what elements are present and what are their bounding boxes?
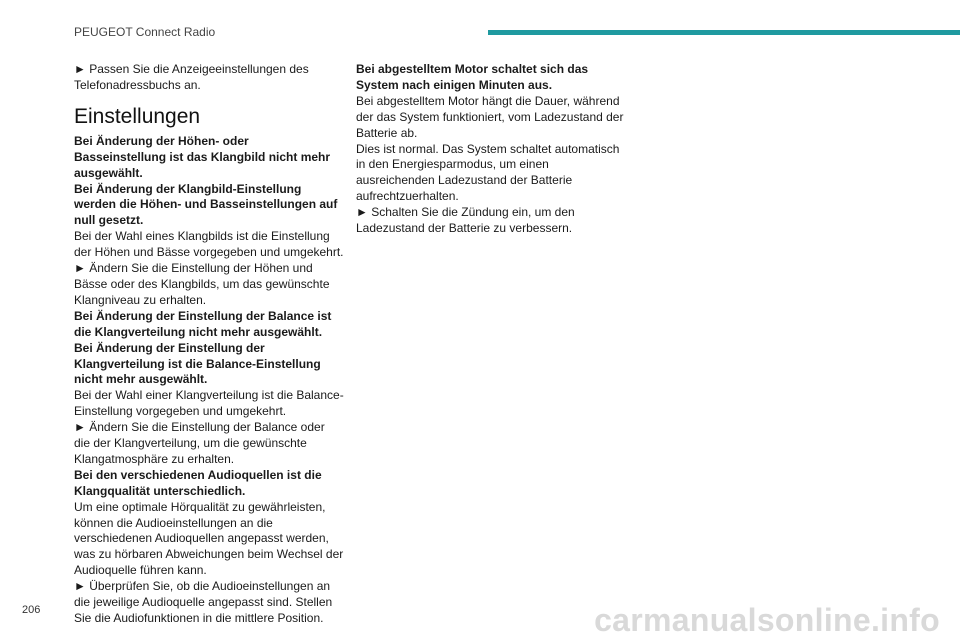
bold-paragraph: Bei Änderung der Einstellung der Klangverteilung ist die Balance-Einstellung nicht mehr ausgewählt. (74, 340, 321, 387)
page-header-title: PEUGEOT Connect Radio (74, 25, 216, 39)
paragraph: Um eine optimale Hörqualität zu gewährleisten, können die Audioeinstellungen an die verschiedenen Audioquellen angepasst werden, was zu hörbaren Abweichungen beim Wechsel der Audioquelle führen kann. (74, 499, 344, 578)
header-accent-bar (488, 30, 960, 35)
bold-paragraph: Bei abgestelltem Motor schaltet sich das System nach einigen Minuten aus. (356, 62, 589, 92)
paragraph: ► Ändern Sie die Einstellung der Höhen und Bässe oder des Klangbilds, um das gewünschte Klangniveau zu erhalten. (74, 261, 330, 307)
right-column-blocks (356, 62, 626, 237)
bold-paragraph: Bei den verschiedenen Audioquellen ist die Klangqualität unterschiedlich. (74, 467, 322, 498)
bold-paragraph: Bei Änderung der Höhen- oder Basseinstellung ist das Klangbild nicht mehr ausgewählt. (74, 133, 331, 180)
left-column (74, 62, 344, 627)
watermark: carmanualsonline.info (594, 602, 940, 638)
paragraph: ► Überprüfen Sie, ob die Audioeinstellungen an die jeweilige Audioquelle angepasst sind. Stellen Sie die Audiofunktionen in die mittlere Position. (74, 579, 333, 625)
paragraph: Bei der Wahl eines Klangbilds ist die Einstellung der Höhen und Bässe vorgegeben und umgekehrt. (74, 229, 344, 260)
paragraph: Bei abgestelltem Motor hängt die Dauer, während der das System funktioniert, vom Ladezustand der Batterie ab. (356, 93, 624, 140)
bold-paragraph: Bei Änderung der Einstellung der Balance ist die Klangverteilung nicht mehr ausgewählt. (74, 308, 332, 339)
left-column-blocks (74, 134, 344, 627)
paragraph: Bei der Wahl einer Klangverteilung ist die Balance-Einstellung vorgegeben und umgekehrt. (74, 388, 344, 419)
right-column (356, 62, 626, 237)
intro-instruction: ► Passen Sie die Anzeigeeinstellungen des Telefonadressbuchs an. (74, 62, 309, 92)
bold-paragraph: Bei Änderung der Klangbild-Einstellung werden die Höhen- und Basseinstellungen auf null gesetzt. (74, 181, 338, 228)
page-number: 206 (22, 604, 41, 616)
paragraph: Dies ist normal. Das System schaltet automatisch in den Energiesparmodus, um einen ausreichenden Ladezustand der Batterie aufrechtzuerhalten. (356, 141, 620, 204)
paragraph: ► Schalten Sie die Zündung ein, um den Ladezustand der Batterie zu verbessern. (356, 205, 575, 236)
section-heading: Einstellungen (74, 104, 201, 128)
paragraph: ► Ändern Sie die Einstellung der Balance oder die der Klangverteilung, um die gewünschte Klangatmosphäre zu erhalten. (74, 420, 325, 466)
